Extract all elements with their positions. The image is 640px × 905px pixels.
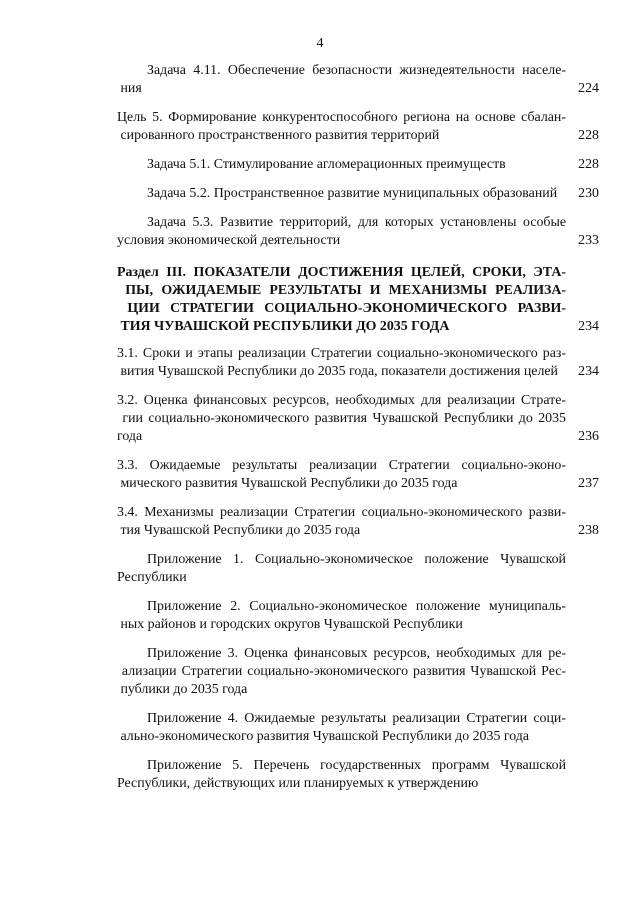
toc-page-number: 224 — [578, 81, 599, 96]
toc-entry[interactable] — [117, 214, 599, 250]
toc-section-heading[interactable] — [117, 264, 599, 336]
toc-page-number: 237 — [578, 476, 599, 491]
toc-entry[interactable] — [117, 598, 599, 634]
toc-page-number: 233 — [578, 233, 599, 248]
toc-entry[interactable] — [117, 185, 599, 203]
page-number: 4 — [316, 36, 324, 51]
toc-page-number: 236 — [578, 429, 599, 444]
toc-page-number: 228 — [578, 157, 599, 172]
toc-entry-text: Приложение 4. Ожидаемые результаты реализации Стратегии соци- ально-экономического развития Чувашской Республики до 2035 года — [117, 711, 566, 744]
toc-entry-text: Задача 5.3. Развитие территорий, для которых установлены особые условия экономической деятельности — [117, 215, 566, 248]
toc-entry-text: Цель 5. Формирование конкурентоспособного региона на основе сбалан- сированного пространственного развития территорий — [117, 110, 566, 143]
toc-entry-text: Приложение 3. Оценка финансовых ресурсов, необходимых для ре- ализации Стратегии социально-экономического развития Чувашской Рес- публики до 2035 года — [117, 646, 566, 697]
toc-entry-text: 3.2. Оценка финансовых ресурсов, необходимых для реализации Страте- гии социально-экономического развития Чувашской Республики до 2035 года — [117, 393, 566, 444]
toc-entry-text: Задача 5.2. Пространственное развитие муниципальных образований — [147, 186, 558, 201]
toc-entry[interactable] — [117, 645, 599, 699]
toc-entry-text: Приложение 2. Социально-экономическое положение муниципаль- ных районов и городских округов Чувашской Республики — [117, 599, 566, 632]
toc-entry-text: Задача 5.1. Стимулирование агломерационных преимуществ — [147, 157, 506, 172]
toc-page-number: 238 — [578, 523, 599, 538]
toc-entry[interactable] — [117, 392, 599, 446]
toc-page-number: 230 — [578, 186, 599, 201]
toc-entry[interactable] — [117, 62, 599, 98]
toc-entry-text: Раздел III. ПОКАЗАТЕЛИ ДОСТИЖЕНИЯ ЦЕЛЕЙ, СРОКИ, ЭТА- ПЫ, ОЖИДАЕМЫЕ РЕЗУЛЬТАТЫ И МЕХАНИЗМЫ РЕАЛИЗА- ЦИИ СТРАТЕГИИ СОЦИАЛЬНО-ЭКОНОМИЧЕСКОГО РАЗВИ- ТИЯ ЧУВАШСКОЙ РЕСПУБЛИКИ ДО 2035 ГОДА — [117, 265, 566, 334]
toc-entry[interactable] — [117, 757, 599, 793]
toc-entry-text: Приложение 5. Перечень государственных программ Чувашской Республики, действующих или планируемых к утверждению — [117, 758, 566, 791]
toc-entry[interactable] — [117, 109, 599, 145]
toc-page-number: 234 — [578, 364, 599, 379]
toc-entry-text: 3.3. Ожидаемые результаты реализации Стратегии социально-эконо- мического развития Чувашской Республики до 2035 года — [117, 458, 566, 491]
toc-entry[interactable] — [117, 345, 599, 381]
toc-entry-text: 3.1. Сроки и этапы реализации Стратегии социально-экономического раз- вития Чувашской Республики до 2035 года, показатели достижения целей — [117, 346, 566, 379]
toc-entry[interactable] — [117, 504, 599, 540]
toc-entry[interactable] — [117, 710, 599, 746]
toc-entry-text: 3.4. Механизмы реализации Стратегии социально-экономического разви- тия Чувашской Республики до 2035 года — [117, 505, 566, 538]
toc-entry[interactable] — [117, 156, 599, 174]
table-of-contents — [117, 62, 599, 804]
toc-entry-text: Задача 4.11. Обеспечение безопасности жизнедеятельности населе- ния — [117, 63, 566, 96]
toc-entry[interactable] — [117, 551, 599, 587]
toc-page-number: 228 — [578, 128, 599, 143]
toc-entry[interactable] — [117, 457, 599, 493]
toc-page-number: 234 — [578, 319, 599, 334]
toc-entry-text: Приложение 1. Социально-экономическое положение Чувашской Республики — [117, 552, 566, 585]
